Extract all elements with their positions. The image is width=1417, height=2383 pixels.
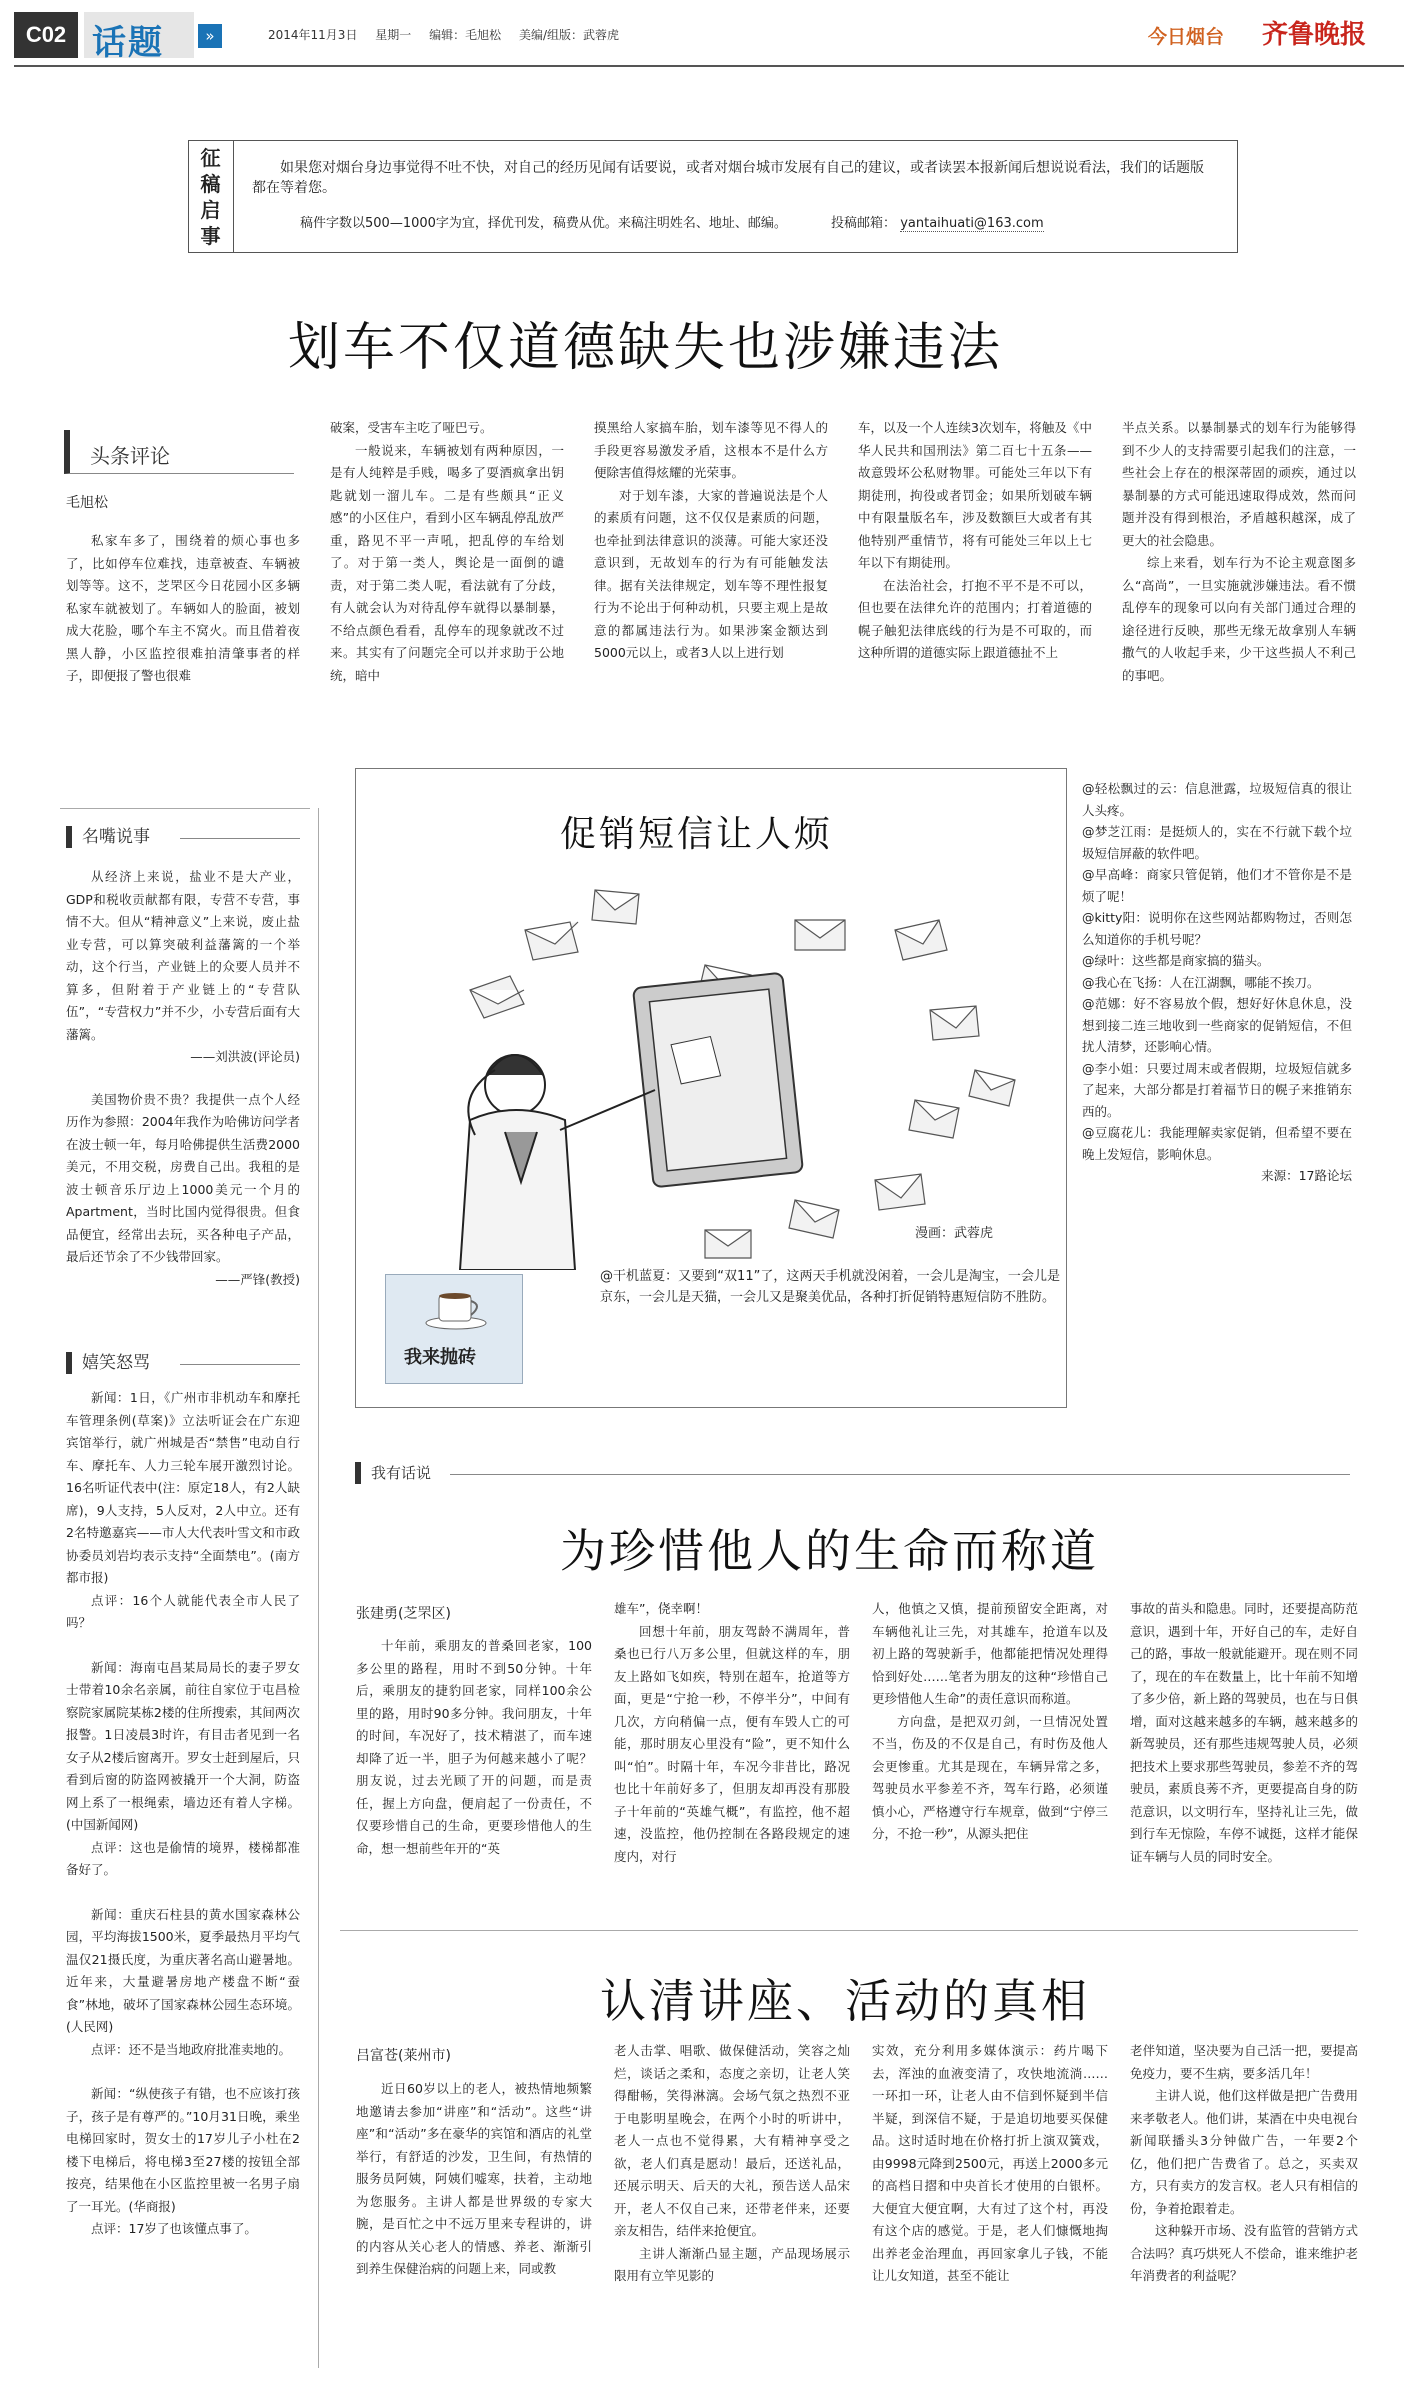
issue-meta (268, 26, 633, 43)
call-for-submissions-label: 征 稿 启 事 (188, 140, 234, 253)
article1-column-1: 私家车多了，围绕着的烦心事也多了，比如停车位难找，违章被查、车辆被划等等。这不，芝罘区今日花园小区多辆私家车就被划了。车辆如人的脸面，被划成大花脸，哪个车主不窝火。而且借着夜黑人静，小区监控很难拍清肇事者的样子，即便报了警也很难 (66, 533, 300, 683)
sms-comment: @绿叶：这些都是商家搞的猫头。 (1082, 953, 1270, 968)
sms-comments (1082, 778, 1352, 1187)
envelope-icon (592, 890, 639, 924)
envelope-icon (470, 976, 524, 1018)
article3-column-3: 实效，充分利用多媒体演示：药片喝下去，浑浊的血液变清了，攻快地流淌……一环扣一环，让老人由不信到怀疑到半信半疑，到深信不疑，于是追切地要买保健品。这时适时地在价格打折上演双簧戏，由9998元降到2500元，再送上2000多元的高档日摺和中央首长才使用的白银杯。大便宜大便宜啊，大有过了这个村，再没有这个店的感觉。于是，老人们慷慨地掏出养老金治理血，再回家拿儿子钱，不能让儿女知道，甚至不能让 (872, 2043, 1108, 2283)
submission-requirements: 稿件字数以500—1000字为宜，择优刊发，稿费从优。来稿注明姓名、地址、邮编。 投稿邮箱： yantaihuati@163.com (300, 216, 1044, 231)
issue-weekday: 星期一 (375, 28, 412, 42)
issue-designer: 美编/组版：武蓉虎 (518, 28, 620, 42)
sms-comment: @李小姐：只要过周末或者假期，垃圾短信就多了起来，大部分都是打着福节日的幌子来推销东西的。 (1082, 1060, 1352, 1119)
envelope-icon (525, 922, 578, 960)
celebrity-quotes (66, 866, 300, 1291)
divider (60, 808, 310, 809)
envelope-icon (875, 1174, 925, 1210)
celebrity-quote-2: 美国物价贵不贵？我提供一点个人经历作为参照：2004年我作为哈佛访问学者在波士顿一年，每月哈佛提供生活费2000美元，不用交税，房费自己出。我租的是波士顿音乐厅边上1000美元一个月的Apartment，当时比国内觉得很贵。但食品便宜，经常出去玩，买各种电子产品，最后还节余了不少钱带回家。 (66, 1091, 300, 1264)
headline-vandalism: 划车不仅道德缺失也涉嫌违法 (288, 318, 1004, 378)
headline-sms: 促销短信让人烦 (560, 814, 834, 855)
sms-comment: @范娜：好不容易放个假，想好好休息休息，没想到接二连三地收到一些商家的促销短信，不但扰人清梦，还影响心情。 (1082, 996, 1352, 1054)
sms-comment: @梦芝江雨：是挺烦人的，实在不行就下载个垃圾短信屏蔽的软件吧。 (1082, 824, 1352, 861)
laugh-comment-2: 点评：这也是偷情的境界，楼梯都准备好了。 (66, 1839, 300, 1877)
article1-column-5: 半点关系。以暴制暴式的划车行为能够得到不少人的支持需要引起我们的注意，一些社会上存在的根深蒂固的顽疾，通过以暴制暴的方式可能迅速取得成效，然而问题并没有得到根治，矛盾越积越深，成了更大的社会隐患。 综上来看，划车行为不论主观意图多么“高尚”，一旦实施就涉嫌违法。看不惯乱停车的现象可以向有关部门通过合理的途径进行反映，那些无缘无故拿别人车辆撒气的人收起手来，少干这些损人不利己的事吧。 (1122, 420, 1356, 683)
article2-column-1: 十年前，乘朋友的普桑回老家，100多公里的路程，用时不到50分钟。十年后，乘朋友的捷豹回老家，同样100余公里的路，用时90多分钟。我问朋友，十年的时间，车况好了，技术精湛了，而车速却降了近一半，胆子为何越来越小了呢？朋友说，过去光顾了开的问题，而是责任，握上方向盘，便肩起了一份责任，不仅要珍惜自己的生命，更要珍惜他人的生命，想一想前些年开的“英 (356, 1638, 592, 1856)
masthead (0, 0, 1417, 82)
cartoon-credit: 漫画：武蓉虎 (915, 1226, 994, 1241)
issue-editor: 编辑：毛旭松 (429, 28, 502, 42)
laugh-news-2: 新闻：海南屯昌某局局长的妻子罗女士带着10余名亲属，前往自家位于屯昌检察院家属院某栋2楼的住所搜索，其间两次报警。1日凌晨3时许，有目击者见到一名女子从2楼后窗离开。罗女士赶到屋后，只看到后窗的防盗网被撬开一个大洞，防盗网上系了一根绳索，墙边还有着人字梯。(中国新闻网) (66, 1659, 300, 1832)
laugh-news-4: 新闻：“纵使孩子有错，也不应该打孩子，孩子是有尊严的。”10月31日晚，乘坐电梯回家时，贺女士的17岁儿子小杜在2楼下电梯后，将电梯3至27楼的按钮全部按亮，结果他在小区监控里被一名男子扇了一耳光。(华商报) (66, 2086, 300, 2214)
section-label-lead-commentary: 头条评论 (90, 444, 170, 468)
laugh-comment-4: 点评：17岁了也该懂点事了。 (91, 2221, 257, 2236)
celebrity-signature-2: ——严锋(教授) (215, 1271, 300, 1287)
article1-column-2: 破案，受害车主吃了哑巴亏。 一般说来，车辆被划有两种原因，一是有人纯粹是手贱，喝多了耍酒疯拿出钥匙就划一溜儿车。二是有些颇具“正义感”的小区住户，看到小区车辆乱停乱放严重，路见不平一声吼，把乱停的车给划了。对于第一类人，舆论是一面倒的谴责，对于第二类人呢，看法就有了分歧，有人就会认为对待乱停车就得以暴制暴，不给点颜色看看，乱停车的现象就改不过来。其实有了问题完全可以并求助于公地统，暗中 (330, 420, 564, 683)
brick-label: 我来抛砖 (404, 1347, 476, 1368)
byline-article1: 毛旭松 (66, 495, 108, 511)
person-figure (460, 1055, 655, 1270)
column-divider (318, 808, 319, 2368)
header-rule (14, 65, 1404, 67)
byline-article2: 张建勇(芝罘区) (356, 1606, 451, 1622)
issue-date: 2014年11月3日 (268, 28, 358, 42)
celebrity-quote-1: 从经济上来说，盐业不是大产业，GDP和税收贡献都有限，专营不专营，事情不大。但从“精神意义”上来说，废止盐业专营，可以算突破利益藩篱的一个举动，这个行当，产业链上的众要人员并不算多，但附着于产业链上的“专营队伍”，“专营权力”并不少，小专营后面有大藩篱。 (66, 869, 300, 1042)
laugh-comment-1: 点评：16个人就能代表全市人民了吗？ (66, 1592, 300, 1630)
page-number: C02 (14, 12, 78, 58)
sms-comment: @豆腐花儿：我能理解卖家促销，但希望不要在晚上发短信，影响休息。 (1082, 1125, 1352, 1162)
sms-comment: @早高峰：商家只管促销，他们才不管你是不是烦了呢！ (1082, 867, 1352, 904)
headline-lecture-truth: 认清讲座、活动的真相 (600, 1974, 1090, 2028)
article1-column-3: 摸黑给人家搞车胎，划车漆等见不得人的手段更容易激发矛盾，这根本不是什么方便除害值得炫耀的光荣事。 对于划车漆，大家的普遍说法是个人的素质有问题，这不仅仅是素质的问题，也牵扯到法律意识的淡薄。可能大家还没意识到，无故划车的行为有可能触发法律。据有关法律规定，划车等不理性报复行为不论出于何种动机，只要主观上是故意的都属违法行为。如果涉案金额达到5000元以上，或者3人以上进行划 (594, 420, 828, 660)
divider (180, 1364, 300, 1365)
brand-qilu-evening-news: 齐鲁晚报 (1262, 20, 1367, 50)
laugh-news-3: 新闻：重庆石柱县的黄水国家森林公园，平均海拔1500米，夏季最热月平均气温仅21摄氏度，为重庆著名高山避暑地。近年来，大量避暑房地产楼盘不断“蚕食”林地，破坏了国家森林公园生态环境。(人民网) (66, 1906, 300, 2034)
section-label-my-say: 我有话说 (355, 1462, 431, 1484)
section-badge (84, 12, 194, 63)
laugh-news-1: 新闻：1日，《广州市非机动车和摩托车管理条例(草案)》立法听证会在广东迎宾馆举行，就广州城是否“禁售”电动自行车、摩托车、人力三轮车展开激烈讨论。16名听证代表中(注：原定18人，有2人缺席)，9人支持，5人反对，2人中立。还有2名特邀嘉宾——市人大代表叶雪文和市政协委员刘岩均表示支持“全面禁电”。(南方都市报) (66, 1390, 300, 1585)
article3-column-2: 老人击掌、唱歌、做保健活动，笑容之灿烂，谈话之柔和，态度之亲切，让老人笑得酣畅，笑得淋漓。会场气氛之热烈不亚于电影明星晚会，在两个小时的听讲中，老人一点也不觉得累，大有精神享受之欲，老人们真是愿动！最后，还送礼品，还展示明天、后天的大礼，预告送人品宋开，老人不仅自己来，还带老伴来，还要亲友相告，结伴来抢便宜。 主讲人渐渐凸显主题，产品现场展示限用有立竿见影的 (614, 2043, 850, 2283)
divider (180, 838, 300, 839)
section-label-laugh-scold: 嬉笑怒骂 (66, 1352, 150, 1374)
label-box-lead-commentary (64, 430, 294, 474)
article3-column-4: 老伴知道，坚决要为自己活一把，要提高免疫力，要不生病，要多活几年！ 主讲人说，他们这样做是把广告费用来孝敬老人。他们讲，某酒在中央电视台新闻联播头3分钟做广告，一年要2个亿，他们把广告费省了。总之，买卖双方，只有卖方的发言权。老人只有相信的份，争着抢跟着走。 这种躲开市场、没有监管的营销方式合法吗？真巧烘死人不偿命，谁来维护老年消费者的利益呢？ (1130, 2043, 1358, 2283)
envelope-icon (909, 1100, 959, 1138)
envelope-icon (930, 1006, 979, 1040)
laugh-comment-3: 点评：还不是当地政府批准卖地的。 (91, 2041, 292, 2057)
sms-comment: @我心在飞扬：人在江湖飘，哪能不挨刀。 (1082, 974, 1320, 990)
byline-article3: 吕富苍(莱州市) (356, 2048, 451, 2064)
sms-comment: @kitty阳：说明你在这些网站都购物过，否则怎么知道你的手机号呢？ (1082, 910, 1352, 947)
sms-lead-comment: @干机蓝夏：又要到“双11”了，这两天手机就没闲着，一会儿是淘宝，一会儿是京东，一会儿是天猫，一会儿又是聚美优品，各种打折促销特惠短信防不胜防。 (600, 1269, 1060, 1305)
article1-column-4: 车，以及一个人连续3次划车，将触及《中华人民共和国刑法》第二百七十五条——故意毁坏公私财物罪。可能处三年以下有期徒刑，拘役或者罚金；如果所划破车辆中有限量版名车，涉及数额巨大或者有其他特别严重情节，将有可能处三年以上七年以下有期徒刑。 在法治社会，打抱不平不是不可以，但也要在法律允许的范围内；打着道德的幌子触犯法律底线的行为是不可取的，而这种所谓的道德实际上跟道德扯不上 (858, 420, 1092, 660)
envelope-icon (705, 1230, 751, 1258)
section-title: 话题 (92, 23, 164, 63)
brand-today-yantai: 今日烟台 (1148, 26, 1225, 48)
cartoon-illustration (375, 870, 1075, 1270)
laugh-scold-list (66, 1387, 300, 2241)
brick-panel (385, 1274, 523, 1384)
envelope-icon (895, 920, 947, 960)
envelope-icon (789, 1200, 839, 1238)
chevron-right-icon: » (198, 24, 222, 48)
divider (450, 1474, 1350, 1475)
coffee-cup-icon (421, 1281, 491, 1331)
submission-email-link[interactable]: yantaihuati@163.com (900, 216, 1044, 231)
headline-cherish-life: 为珍惜他人的生命而称道 (560, 1524, 1099, 1578)
article2-column-3: 人，他慎之又慎，提前预留安全距离，对车辆他礼让三先，对其雄车，抢道车以及初上路的驾驶新手，他都能把情况处理得恰到好处……笔者为朋友的这种“珍惜自己更珍惜他人生命”的责任意识而称道。 方向盘，是把双刃剑，一旦情况处置不当，伤及的不仅是自己，有时伤及他人会更惨重。尤其是现在，车辆异常之多，驾驶员水平参差不齐，驾车行路，必须谨慎小心，严格遵守行车规章，做到“宁停三分，不抢一秒”，从源头把住 (872, 1601, 1108, 1841)
article3-column-1: 近日60岁以上的老人，被热情地频繁地邀请去参加“讲座”和“活动”。这些“讲座”和“活动”多在豪华的宾馆和酒店的礼堂举行，有舒适的沙发，卫生间，有热情的服务员阿姨，阿姨们嘘寒，扶着，主动地为您服务。主讲人都是世界级的专家大腕，是百忙之中不远万里来专程讲的，讲的内容从关心老人的情感、养老、渐渐引到养生保健治病的问题上来，同或教 (356, 2081, 592, 2276)
divider (340, 1930, 1358, 1931)
sms-source: 来源：17路论坛 (1261, 1168, 1352, 1183)
article2-column-4: 事故的苗头和隐患。同时，还要提高防范意识，遇到十年，开好自己的车，走好自己的路，事故一般就能避开。现在则不同了，现在的车在数量上，比十年前不知增了多少倍，新上路的驾驶员，也在与日俱增，面对这越来越多的车辆，越来越多的新驾驶员，还有那些违规驾驶人员，必须把技术上要求那些驾驶员，参差不齐的驾驶员，素质良莠不齐，更要提高自身的防范意识，以文明行车，坚持礼让三先，做到行车无惊险，车停不诚挺，这样才能保证车辆与人员的同时安全。 (1130, 1601, 1358, 1864)
article2-column-2: 雄车”，侥幸啊！ 回想十年前，朋友驾龄不满周年，普桑也已行八万多公里，但就这样的车，朋友上路如飞如疾，特别在超车，抢道等方面，更是“宁抢一秒，不停半分”，中间有几次，方向稍偏一点，便有车毁人亡的可能，那时朋友心里没有“险”，更不知什么叫“怕”。时隔十年，车况今非昔比，路况也比十年前好多了，但朋友却再没有那股子十年前的“英雄气概”，有监控，他不超速，没监控，他仍控制在各路段规定的速度内，对行 (614, 1601, 850, 1864)
sms-comment: @轻松飘过的云：信息泄露，垃圾短信真的很让人头疼。 (1082, 781, 1352, 818)
celebrity-signature-1: ——刘洪波(评论员) (190, 1049, 300, 1064)
call-for-submissions-text: 如果您对烟台身边事觉得不吐不快，对自己的经历见闻有话要说，或者对烟台城市发展有自己的建议，或者读罢本报新闻后想说说看法，我们的话题版都在等着您。 (252, 160, 1204, 196)
envelope-icon (969, 1070, 1015, 1106)
section-label-celebrity: 名嘴说事 (66, 826, 150, 848)
envelope-icon (795, 920, 845, 950)
phone-icon (633, 973, 803, 1188)
